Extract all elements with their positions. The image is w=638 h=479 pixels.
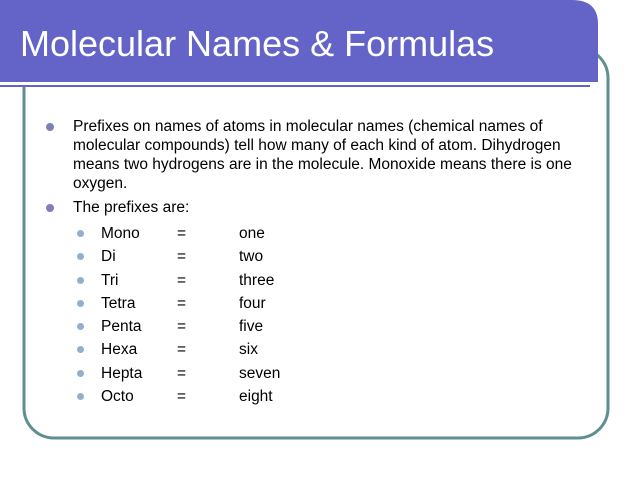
- bullet-item: [46, 198, 586, 217]
- sub-bullet-dot-icon: [77, 370, 84, 377]
- list-item: [46, 245, 586, 268]
- prefix-name: Hexa: [101, 341, 138, 359]
- sub-bullet-dot-icon: [77, 230, 84, 237]
- prefix-value: four: [239, 294, 266, 312]
- prefix-name: Mono: [101, 225, 140, 242]
- bullet-dot-icon: [46, 123, 54, 131]
- prefix-value: two: [239, 248, 264, 266]
- equals-sign: =: [177, 294, 187, 312]
- list-item: [46, 362, 586, 385]
- equals-sign: =: [177, 225, 187, 242]
- prefix-value: one: [239, 225, 265, 242]
- title-underline-accent: [0, 85, 590, 87]
- list-item: [46, 385, 586, 408]
- prefix-value: eight: [239, 388, 273, 406]
- bullet-dot-icon: [46, 204, 54, 212]
- prefix-name: Octo: [101, 388, 134, 406]
- prefix-name: Tetra: [101, 294, 136, 312]
- prefix-value: six: [239, 341, 258, 359]
- prefix-value: five: [239, 318, 264, 336]
- bullet-text: The prefixes are:: [73, 199, 190, 216]
- equals-sign: =: [177, 388, 187, 406]
- sub-bullet-dot-icon: [77, 393, 84, 400]
- list-item: [46, 222, 586, 245]
- equals-sign: =: [177, 248, 187, 266]
- sub-bullet-dot-icon: [77, 300, 84, 307]
- equals-sign: =: [177, 271, 187, 289]
- equals-sign: =: [177, 364, 187, 382]
- list-item: [46, 338, 586, 361]
- prefix-name: Penta: [101, 318, 142, 336]
- sub-bullet-dot-icon: [77, 346, 84, 353]
- slide-content: [46, 117, 586, 408]
- sub-bullet-dot-icon: [77, 323, 84, 330]
- prefix-name: Di: [101, 248, 116, 266]
- bullet-text: Prefixes on names of atoms in molecular names (chemical names of molecular compounds) tell how many of each kind of atom. Dihydrogen means two hydrogens are in the molecule. Monoxide means there is one oxygen.: [73, 118, 572, 192]
- list-item: [46, 292, 586, 315]
- bullet-item: [46, 117, 586, 193]
- prefix-list: [46, 222, 586, 408]
- prefix-name: Tri: [101, 271, 119, 289]
- sub-bullet-dot-icon: [77, 253, 84, 260]
- prefix-value: three: [239, 271, 275, 289]
- sub-bullet-dot-icon: [77, 277, 84, 284]
- equals-sign: =: [177, 341, 187, 359]
- title-underline: [0, 82, 590, 85]
- list-item: [46, 315, 586, 338]
- prefix-value: seven: [239, 364, 281, 382]
- prefix-name: Hepta: [101, 364, 143, 382]
- slide-title: Molecular Names & Formulas: [20, 23, 495, 64]
- equals-sign: =: [177, 318, 187, 336]
- list-item: [46, 269, 586, 292]
